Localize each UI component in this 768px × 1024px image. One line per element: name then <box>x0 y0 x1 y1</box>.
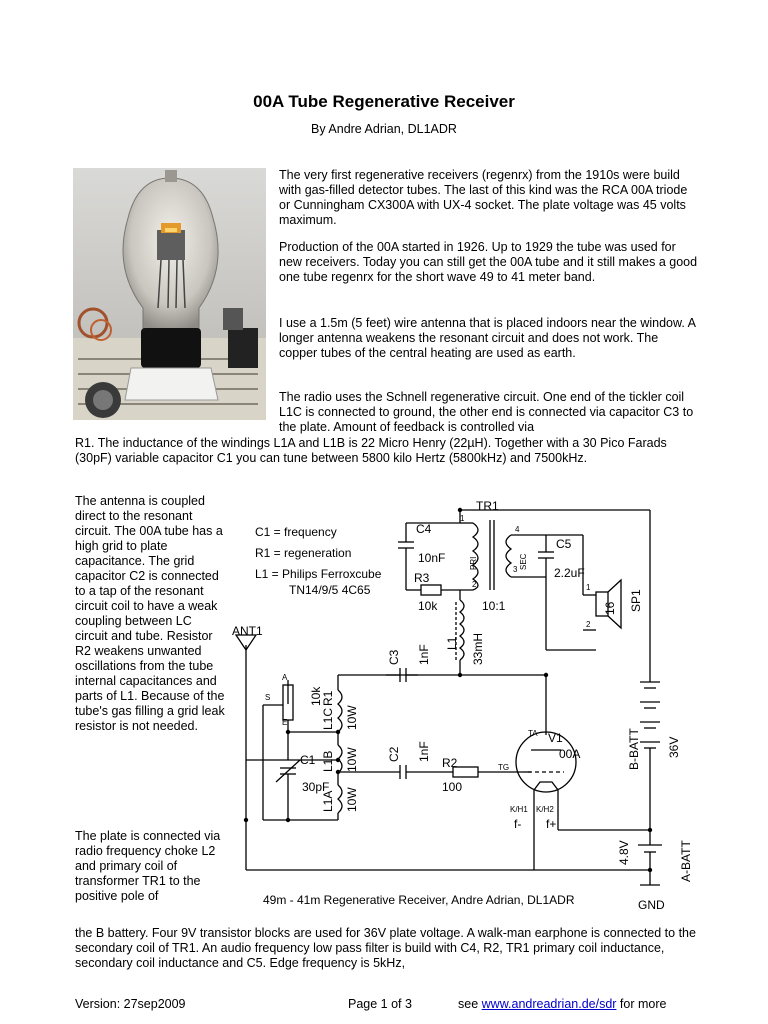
label-a-batt-voltage: 4.8V <box>617 840 631 865</box>
label-kh2: K/H2 <box>536 805 554 814</box>
label-c4: C4 <box>416 522 432 536</box>
author-byline: By Andre Adrian, DL1ADR <box>311 122 457 136</box>
legend-c1: C1 = frequency <box>255 525 337 539</box>
pin-sp2: 2 <box>586 620 591 629</box>
label-gnd: GND <box>638 898 665 912</box>
label-e: E <box>282 718 288 727</box>
footer-more-text: for more <box>616 997 667 1011</box>
battery-paragraph: the B battery. Four 9V transistor blocks are used for 36V plate voltage. A walk-man earphone is connected to the secondary coil of TR1. An audio frequency low pass filter is build with C4, R2, TR1 primary coil inductance, secondary coil inductance and C5. Edge frequency is 5kHz, <box>75 926 696 970</box>
circuit-paragraph-continued: R1. The inductance of the windings L1A and L1B is 22 Micro Henry (22µH). Together with a 30 Pico Farads (30pF) variable capacitor C1 you can tune between 5800 kilo Hertz (5800kHz) and 7500kHz. <box>75 436 667 465</box>
pin-3: 3 <box>513 565 518 574</box>
label-l1c: L1C <box>321 707 335 730</box>
label-c5-value: 2.2uF <box>554 566 585 580</box>
pin-sp1: 1 <box>586 583 591 592</box>
label-ta: TA <box>528 729 538 738</box>
label-l1: L1 <box>445 636 459 650</box>
label-f-minus: f- <box>514 817 522 831</box>
label-c2: C2 <box>387 746 401 762</box>
label-r2-value: 100 <box>442 780 463 794</box>
label-c3: C3 <box>387 649 401 665</box>
footer-see-text: see <box>458 997 482 1011</box>
label-r3-value: 10k <box>418 599 438 613</box>
antenna-paragraph: I use a 1.5m (5 feet) wire antenna that is placed indoors near the window. A longer antenna weakens the resonant circuit and does not work. The copper tubes of the central heating are used as earth. <box>279 316 696 360</box>
label-l1a: L1A <box>321 790 335 812</box>
intro-paragraph: The very first regenerative receivers (regenrx) from the 1910s were build with gas-filled detector tubes. The last of this kind was the RCA 00A triode or Cunningham CX300A with UX-4 socket. The plate voltage was 45 volts maximum. <box>279 168 688 227</box>
coupling-paragraph: The antenna is coupled direct to the resonant circuit. The 00A tube has a high grid to plate capacitance. The grid capacitor C2 is connected to a tap of the resonant circuit coil to have a weak coupling between LC circuit and tube. Resistor R2 weakens unwanted oscillations from the tube internal capacitances and parts of L1. Because of the tube's gas filling a grid leak resistor is not needed. <box>75 494 225 733</box>
label-pri: PRI <box>469 556 478 570</box>
label-b-batt: B-BATT <box>627 728 641 770</box>
label-c1: C1 <box>300 753 316 767</box>
circuit-paragraph: The radio uses the Schnell regenerative circuit. One end of the tickler coil L1C is connected to ground, the other end is connected via capacitor C3 to the plate. Amount of feedback is controlled via <box>279 390 694 434</box>
pin-1: 1 <box>460 514 465 523</box>
label-b-batt-voltage: 36V <box>667 736 681 758</box>
footer-website-link[interactable]: www.andreadrian.de/sdr <box>481 997 617 1011</box>
label-sp-value: 16 <box>603 601 617 615</box>
label-a-batt: A-BATT <box>679 840 693 882</box>
label-kh1: K/H1 <box>510 805 528 814</box>
label-ant1: ANT1 <box>232 624 263 638</box>
footer-page-number: Page 1 of 3 <box>348 997 412 1011</box>
label-r1: R1 <box>321 690 335 706</box>
label-c2-value: 1nF <box>417 741 431 762</box>
label-ratio: 10:1 <box>482 599 506 613</box>
tube-photo <box>73 168 266 420</box>
label-a: A <box>282 673 288 682</box>
label-l1a-turns: 10W <box>345 787 359 812</box>
label-r2: R2 <box>442 756 458 770</box>
footer-version: Version: 27sep2009 <box>75 997 186 1011</box>
label-c3-value: 1nF <box>417 644 431 665</box>
label-l1c-turns: 10W <box>345 705 359 730</box>
label-s: S <box>265 693 271 702</box>
page-title: 00A Tube Regenerative Receiver <box>253 92 515 111</box>
label-tg: TG <box>498 763 510 772</box>
label-c1-value: 30pF <box>302 780 330 794</box>
plate-paragraph: The plate is connected via radio frequency choke L2 and primary coil of transformer TR1 to the positive pole of <box>75 829 221 903</box>
legend-r1: R1 = regeneration <box>255 546 352 560</box>
label-l1b: L1B <box>321 750 335 772</box>
legend-l1: L1 = Philips Ferroxcube <box>255 567 382 581</box>
label-l1-value: 33mH <box>471 632 485 665</box>
legend-l1-core: TN14/9/5 4C65 <box>289 583 371 597</box>
label-sec: SEC <box>519 553 528 570</box>
label-v1: V1 <box>548 731 563 745</box>
label-r3: R3 <box>414 571 430 585</box>
label-f-plus: f+ <box>546 817 557 831</box>
history-paragraph: Production of the 00A started in 1926. Up to 1929 the tube was used for new receivers. Today you can still get the 00A tube and it still makes a good one tube regenrx for the short wave 49 to 41 meter band. <box>279 240 698 284</box>
label-c5: C5 <box>556 537 572 551</box>
pin-2: 2 <box>472 580 477 589</box>
label-tr1: TR1 <box>476 499 499 513</box>
circuit-schematic <box>228 490 708 915</box>
footer-see-more <box>458 997 666 1011</box>
label-v1-type: 00A <box>559 747 581 761</box>
label-c4-value: 10nF <box>418 551 446 565</box>
schematic-caption: 49m - 41m Regenerative Receiver, Andre Adrian, DL1ADR <box>263 893 575 907</box>
pin-4: 4 <box>515 525 520 534</box>
label-l1b-turns: 10W <box>345 747 359 772</box>
label-sp1: SP1 <box>629 589 643 612</box>
label-r1-value: 10k <box>309 686 323 706</box>
